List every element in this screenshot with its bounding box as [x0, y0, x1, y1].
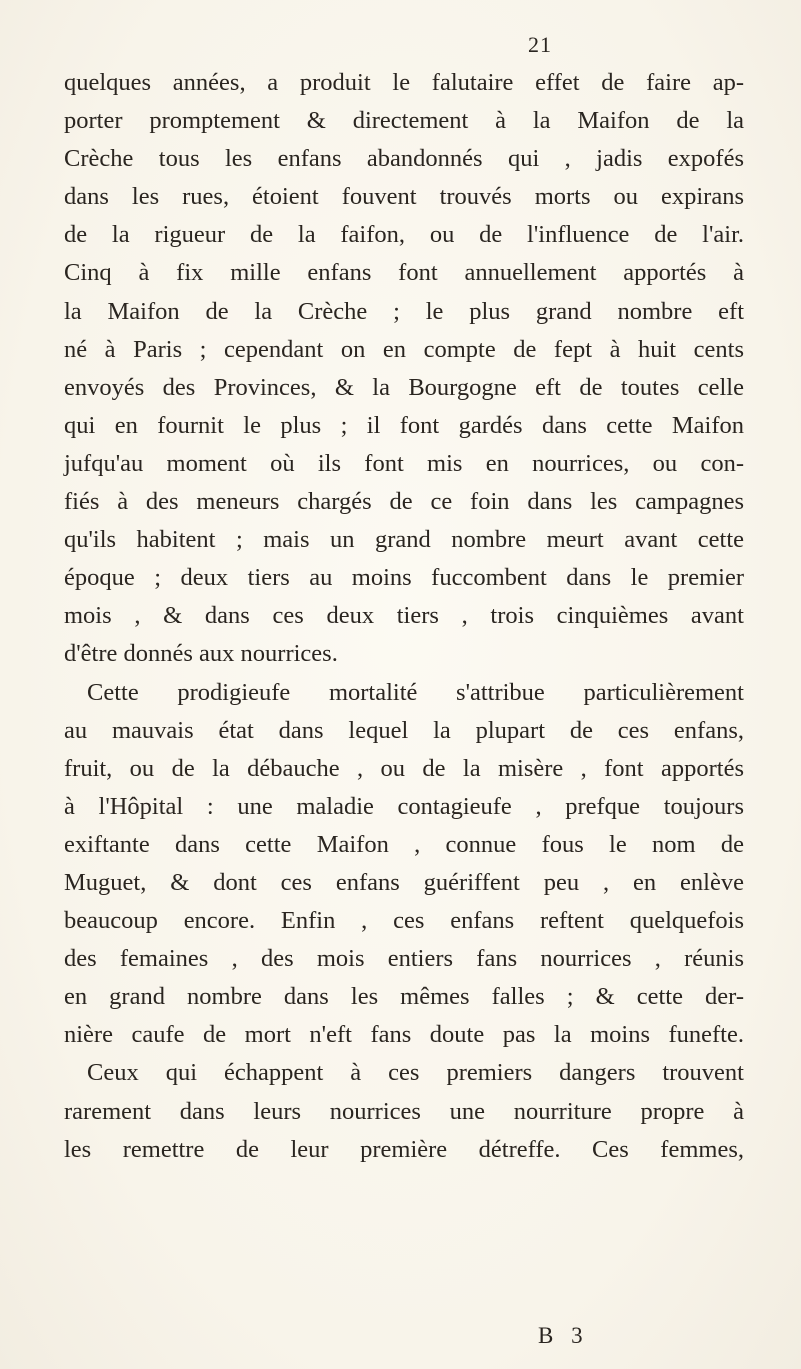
- text-line: Crèche tous les enfans abandonnés qui , jadis expofés: [64, 145, 744, 173]
- text-line: Muguet, & dont ces enfans guériffent peu , en enlève: [64, 868, 744, 896]
- text-line: d'être donnés aux nourrices.: [64, 640, 338, 668]
- text-line: quelques années, a produit le falutaire effet de faire ap-: [64, 69, 744, 96]
- text-line: Ceux qui échappent à ces premiers dangers trouvent: [87, 1059, 744, 1087]
- text-line: des femaines , des mois entiers fans nourrices , réunis: [64, 945, 744, 973]
- text-line: nière caufe de mort n'eft fans doute pas la moins funefte.: [64, 1021, 744, 1049]
- text-line: Cinq à fix mille enfans font annuellement apportés à: [64, 259, 744, 287]
- text-line: au mauvais état dans lequel la plupart de ces enfans,: [64, 716, 744, 744]
- body-text: [64, 64, 744, 1169]
- page-number: 21: [528, 32, 552, 57]
- text-line: dans les rues, étoient fouvent trouvés morts ou expirans: [64, 183, 744, 211]
- text-line: Cette prodigieufe mortalité s'attribue particulièrement: [87, 678, 744, 706]
- text-line: mois , & dans ces deux tiers , trois cinquièmes avant: [64, 602, 744, 630]
- text-line: rarement dans leurs nourrices une nourriture propre à: [64, 1097, 744, 1125]
- text-line: fiés à des meneurs chargés de ce foin dans les campagnes: [64, 488, 744, 516]
- text-line: qu'ils habitent ; mais un grand nombre meurt avant cette: [64, 526, 744, 554]
- text-line: les remettre de leur première détreffe. Ces femmes,: [64, 1135, 744, 1163]
- text-line: exiftante dans cette Maifon , connue fous le nom de: [64, 830, 744, 858]
- text-line: porter promptement & directement à la Maifon de la: [64, 107, 744, 135]
- text-line: époque ; deux tiers au moins fuccombent dans le premier: [64, 564, 744, 592]
- text-line: qui en fournit le plus ; il font gardés dans cette Maifon: [64, 411, 744, 439]
- text-line: en grand nombre dans les mêmes falles ; & cette der-: [64, 983, 744, 1011]
- text-line: envoyés des Provinces, & la Bourgogne eft de toutes celle: [64, 373, 744, 401]
- text-line: jufqu'au moment où ils font mis en nourrices, ou con-: [64, 449, 744, 477]
- text-line: né à Paris ; cependant on en compte de fept à huit cents: [64, 335, 744, 363]
- text-line: la Maifon de la Crèche ; le plus grand nombre eft: [64, 297, 744, 325]
- text-line: à l'Hôpital : une maladie contagieufe , prefque toujours: [64, 792, 744, 820]
- text-line: de la rigueur de la faifon, ou de l'influence de l'air.: [64, 221, 744, 249]
- text-line: beaucoup encore. Enfin , ces enfans reftent quelquefois: [64, 907, 744, 935]
- text-line: fruit, ou de la débauche , ou de la misère , font apportés: [64, 754, 744, 782]
- signature-mark: B 3: [538, 1323, 589, 1348]
